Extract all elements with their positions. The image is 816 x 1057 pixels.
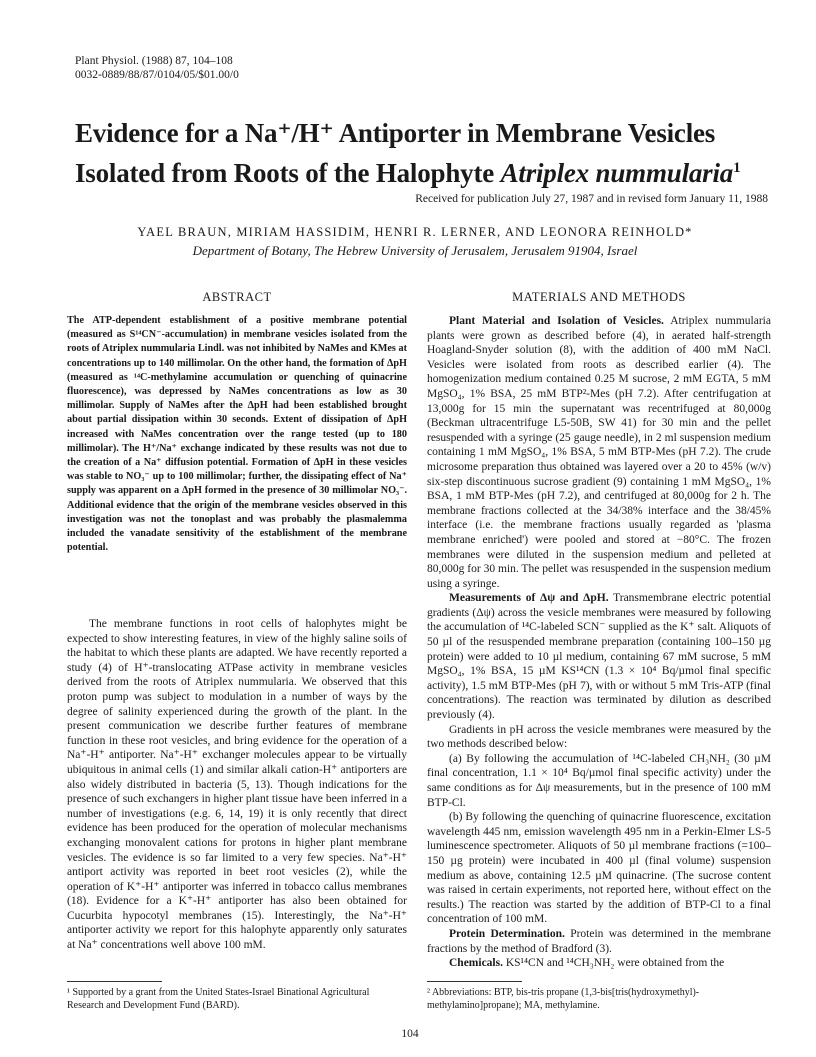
footnote-divider — [67, 981, 162, 982]
abstract-heading: ABSTRACT — [202, 290, 272, 304]
journal-code: 0032-0889/88/87/0104/05/$01.00/0 — [75, 69, 239, 81]
methods-heading: MATERIALS AND METHODS — [512, 290, 686, 304]
paper-title — [75, 116, 755, 191]
methods-section — [427, 314, 771, 971]
methods-paragraph: Gradients in pH across the vesicle membranes were measured by the two methods described below: — [427, 723, 771, 751]
introduction — [67, 617, 407, 953]
footnote-divider — [427, 981, 522, 982]
methods-paragraph: Measurements of Δψ and ΔpH. Transmembrane electric potential gradients (Δψ) across the vesicle membranes were measured by following the accumulation of ¹⁴C-labeled SCN⁻ supplied as the K⁺ salt. Aliquots of 50 µl of the resuspended membrane preparation (containing 100–150 µg protein) were added to 10 µl medium, containing 67 mM sucrose, 5 mM MgSO₄, 1% BSA, 15 µM KS¹⁴CN (1.3 × 10⁴ Bq/µmol final specific activity), 1.5 mM BTP-Mes (pH 7), with or without 5 mM Tris-ATP (final concentrations). The reaction was terminated by dilution as described previously (4). — [427, 592, 771, 722]
methods-paragraph: Chemicals. KS¹⁴CN and ¹⁴CH₃NH₂ were obtained from the — [449, 957, 725, 970]
methods-paragraph: (b) By following the quenching of quinacrine fluorescence, excitation wavelength 445 nm, emission wavelength 495 nm in a Perkin-Elmer LS-5 luminescence spectrometer. Aliquots of 50 µl membrane fractions (=100–150 µg protein) were incubated in 400 µl (final volume) suspension medium as above, containing 12.5 µM quinacrine. (The sucrose content was raised in certain experiments, not reported here, without effect on the results.) The reaction was started by the addition of BTP-Cl to a final concentration of 100 mM. — [427, 811, 771, 926]
journal-header — [75, 54, 239, 82]
affiliation: Department of Botany, The Hebrew University of Jerusalem, Jerusalem 91904, Israel — [192, 243, 638, 258]
species-name: Atriplex nummularia — [500, 158, 734, 188]
author-list: YAEL BRAUN, MIRIAM HASSIDIM, HENRI R. LERNER, AND LEONORA REINHOLD* — [137, 225, 693, 239]
page-number: 104 — [401, 1028, 419, 1040]
footnote-funding: ¹ Supported by a grant from the United States-Israel Binational Agricultural Research and Development Fund (BARD). — [67, 987, 370, 1011]
abstract-text: The ATP-dependent establishment of a positive membrane potential (measured as S¹⁴CN⁻-accumulation) in membrane vesicles isolated from the roots of Atriplex nummularia Lindl. was not inhibited by NaMes and KMes at concentrations up to 140 millimolar. On the other hand, the formation of ΔpH (measured as ¹⁴C-methylamine accumulation or quenching of quinacrine fluorescence), was depressed by NaMes concentrations as low as 30 millimolar. Supply of NaMes after the ΔpH had been established brought about partial dissipation within 30 seconds. Extent of dissipation of ΔpH increased with NaMes concentration over the range tested (up to 180 millimolar). The H⁺/Na⁺ exchange indicated by these results was not due to the creation of a Na⁺ diffusion potential. Formation of ΔpH in these vesicles was stable to NO₃⁻ up to 100 millimolar; further, the dissipating effect of Na⁺ supply was apparent on a ΔpH formed in the presence of 30 millimolar NO₃⁻. Additional evidence that the origin of the membrane vesicles observed in this investigation was not the tonoplast and was probably the plasmalemma included the vanadate sensitivity of the establishment of the membrane potential. — [67, 315, 407, 554]
methods-paragraph: Plant Material and Isolation of Vesicles. Atriplex nummularia plants were grown as described before (4), in aerated half-strength Hoagland-Snyder solution (8), with the addition of 400 mM NaCl. Vesicles were isolated from roots as described earlier (4). The homogenization medium contained 0.25 M sucrose, 2 mM EGTA, 5 mM MgSO₄, 1% BSA, 25 mM BTP²-Mes (pH 7.2). After centrifugation at 13,000g for 15 min the supernatant was recentrifuged at 80,000g (Beckman ultracentrifuge L5-50B, SW 41) for 30 min and the pellet resuspended with a syringe (25 gauge needle), in 2 ml suspension medium containing 1 mM MgSO₄, 1% BSA, 5 mM BTP-Mes (pH 7.2). The crude microsome preparation thus obtained was layered over a 20 to 45% (w/v) six-step discontinuous sucrose gradient (9) containing 1 mM MgSO₄, 1% BSA, 1 mM BTP-Mes (pH 7.2), and centrifuged at 80,000g for 2 h. The membrane fractions collected at the 34/38% interface and the 38/45% interface (i.e. the membrane fractions usually regarded as 'plasma membrane enriched') were pooled and stored at −80°C. The frozen membranes were diluted in the suspension medium and pelleted at 80,000g for 30 min. The pellet was resuspended in the suspension medium using a syringe. — [427, 315, 771, 590]
journal-citation: Plant Physiol. (1988) 87, 104–108 — [75, 55, 233, 67]
methods-paragraph: Protein Determination. Protein was determined in the membrane fractions by the method of Bradford (3). — [427, 927, 772, 955]
methods-paragraph: (a) By following the accumulation of ¹⁴C-labeled CH₃NH₂ (30 µM final concentration, 1.1 × 10⁴ Bq/µmol final specific activity) under the same conditions as for Δψ measurements, but in the presence of 100 mM BTP-Cl. — [427, 752, 771, 809]
title-line-1: Evidence for a Na⁺/H⁺ Antiporter in Membrane Vesicles — [75, 118, 716, 148]
title-footnote-mark: 1 — [733, 160, 741, 176]
footnote-abbreviations: ² Abbreviations: BTP, bis-tris propane (1,3-bis[tris(hydroxymethyl)-methylamino]propane); MA, methylamine. — [427, 987, 700, 1011]
title-line-2: Isolated from Roots of the Halophyte Atriplex nummularia$^1$ — [75, 158, 741, 188]
intro-paragraph: The membrane functions in root cells of halophytes might be expected to show interesting features, in view of the highly saline soils of the habitat to which these plants are adapted. We have recently reported a study (4) of H⁺-translocating ATPase activity in membrane vesicles derived from the roots of Atriplex nummularia. We observed that this proton pump was subject to modulation in a number of ways by the degree of salinity experienced during the growth of the plant. In the present communication we describe further features of membrane function in these root vesicles, and bring evidence for the operation of a Na⁺-H⁺ antiporter. Na⁺-H⁺ exchanger molecules appear to be virtually ubiquitous in animal cells (1) and similar alkali cation-H⁺ antiporters are also widely distributed in bacteria (5, 13). Though indications for the presence of such exchangers in higher plant tissue have been inferred in a number of investigations (e.g. 6, 14, 19) it is only recently that direct evidence has been produced for the operation of molecular mechanisms exchanging monovalent cations for protons in higher plant membrane vesicles. The evidence is so far limited to a very few species. Na⁺-H⁺ antiport activity was reported in beet root vesicles (2), while the operation of K⁺-H⁺ antiporter was inferred in tobacco callus membranes (18). Evidence for a K⁺-H⁺ antiporter has also been obtained for Cucurbita hypocotyl membranes (15). Interestingly, the Na⁺-H⁺ antiporter activity we report for this halophyte apparently only saturates at Na⁺ concentrations well above 100 mM. — [67, 618, 407, 952]
received-date: Received for publication July 27, 1987 and in revised form January 11, 1988 — [415, 193, 768, 205]
